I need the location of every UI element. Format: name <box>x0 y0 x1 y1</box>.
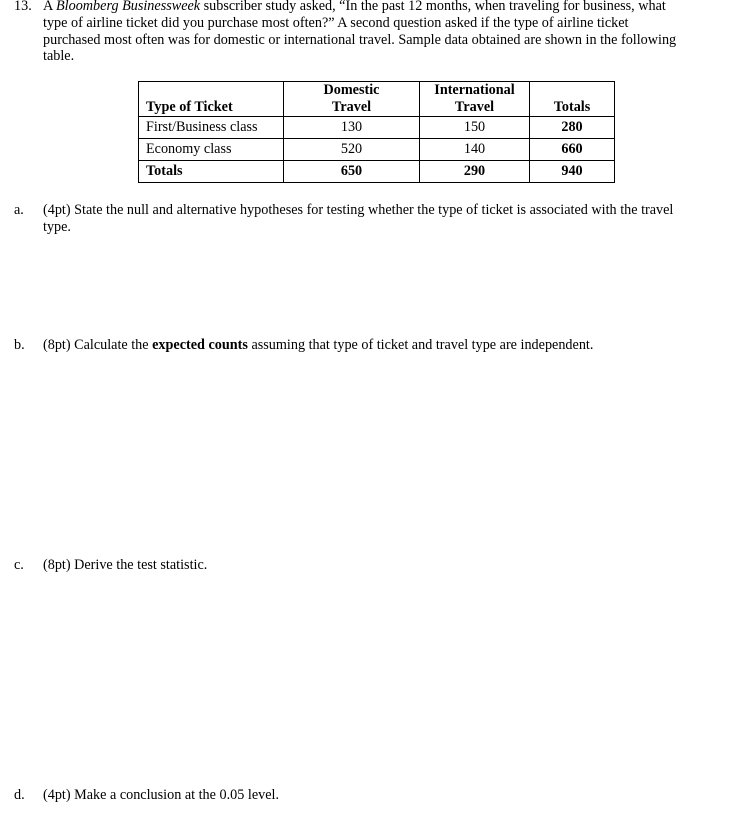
header-totals: Totals <box>530 82 615 117</box>
header-domestic-line2: Travel <box>331 99 372 115</box>
row-label: Totals <box>139 161 284 183</box>
cell-domestic: 650 <box>284 161 420 183</box>
table-row-totals <box>139 161 615 183</box>
cell-international: 290 <box>420 161 530 183</box>
publication-name: Bloomberg Businessweek <box>56 0 201 14</box>
part-b-text-bold: expected counts <box>152 337 248 353</box>
contingency-table <box>138 81 615 183</box>
cell-total: 940 <box>530 161 615 183</box>
part-c-text: (8pt) Derive the test statistic. <box>43 557 208 573</box>
table-row <box>139 139 615 161</box>
row-label: First/Business class <box>139 117 284 139</box>
part-b-text-start: (8pt) Calculate the <box>43 337 153 353</box>
question-text <box>43 0 683 65</box>
table-row <box>139 117 615 139</box>
part-c-label: c. <box>14 557 24 573</box>
header-domestic-line1: Domestic <box>323 82 380 98</box>
row-label: Economy class <box>139 139 284 161</box>
part-a-label: a. <box>14 202 24 218</box>
part-b-label: b. <box>14 337 25 353</box>
header-intl-line1: International <box>434 82 515 98</box>
cell-total: 660 <box>530 139 615 161</box>
cell-international: 150 <box>420 117 530 139</box>
part-a-text: (4pt) State the null and alternative hypotheses for testing whether the type of ticket is associated with the travel type. <box>43 202 674 235</box>
cell-total: 280 <box>530 117 615 139</box>
part-d-text: (4pt) Make a conclusion at the 0.05 level. <box>43 787 279 803</box>
cell-domestic: 130 <box>284 117 420 139</box>
header-international-travel <box>420 82 530 117</box>
question-intro-rest: subscriber study asked, “In the past 12 months, when traveling for business, what type of airline ticket did you purchase most often?” A second question asked if the type of airline ticket purchased most often was for domestic or international travel. Sample data obtained are shown in the following table. <box>43 0 677 65</box>
part-b-text-end: assuming that type of ticket and travel type are independent. <box>247 337 594 353</box>
header-intl-line2: Travel <box>454 99 495 115</box>
part-b-text <box>43 337 683 354</box>
header-domestic-travel <box>284 82 420 117</box>
question-number: 13. <box>14 0 32 14</box>
cell-international: 140 <box>420 139 530 161</box>
header-type-of-ticket: Type of Ticket <box>139 82 284 117</box>
part-d-label: d. <box>14 787 25 803</box>
table-header-row <box>139 82 615 117</box>
cell-domestic: 520 <box>284 139 420 161</box>
question-intro-start: A <box>43 0 57 14</box>
